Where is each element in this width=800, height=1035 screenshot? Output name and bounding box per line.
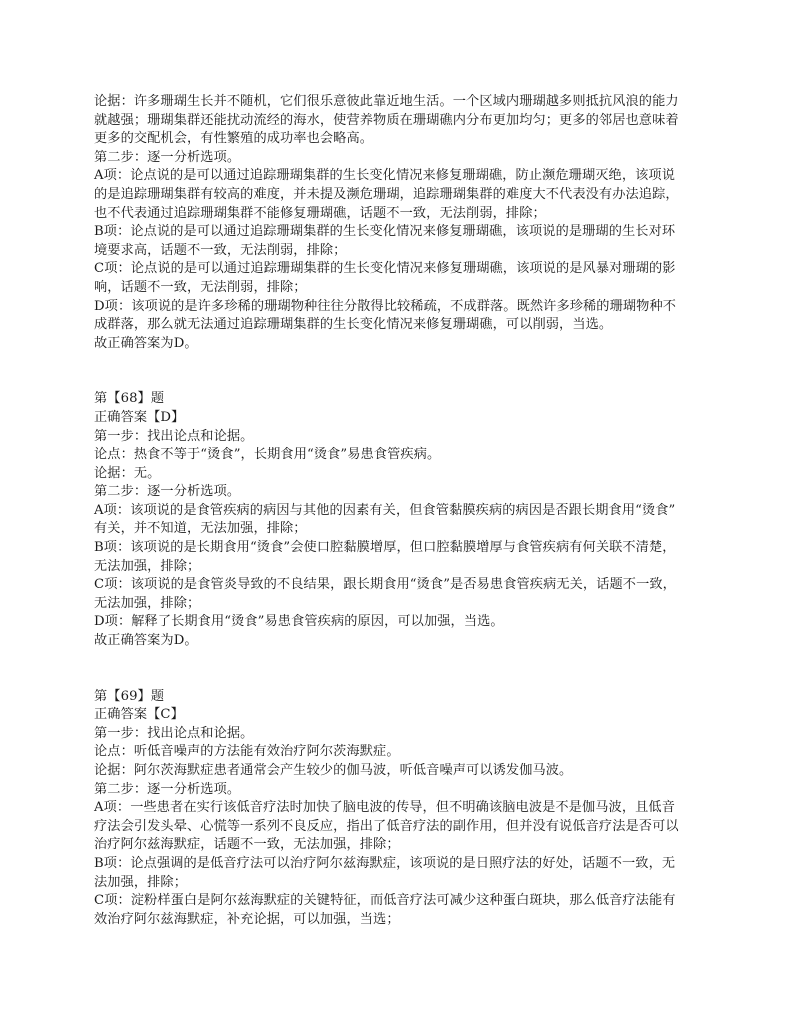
text-line: B项：该项说的是长期食用“烫食”会使口腔黏膜增厚，但口腔黏膜增厚与食管疾病有何关联不清楚， xyxy=(94,540,676,556)
text-line: 也不代表通过追踪珊瑚集群不能修复珊瑚礁，话题不一致，无法削弱，排除； xyxy=(94,205,546,221)
answer-explanation-67 xyxy=(94,93,734,353)
section-gap xyxy=(94,353,734,390)
text-line: 论据：无。 xyxy=(94,465,161,481)
text-line: 响，话题不一致，无法削弱，排除； xyxy=(94,279,307,295)
answer-explanation-69 xyxy=(94,688,734,930)
document-page xyxy=(94,93,734,929)
text-line: 境要求高，话题不一致，无法削弱，排除； xyxy=(94,242,347,258)
text-line: A项：该项说的是食管疾病的病因与其他的因素有关，但食管黏膜疾病的病因是否跟长期食用“烫食” xyxy=(94,502,676,518)
text-line: A项：一些患者在实行该低音疗法时加快了脑电波的传导，但不明确该脑电波是不是伽马波，且低音 xyxy=(94,800,675,816)
correct-answer: 正确答案【D】 xyxy=(94,409,185,425)
text-line: C项：该项说的是食管炎导致的不良结果，跟长期食用“烫食”是否易患食管疾病无关，话题不一致， xyxy=(94,577,676,593)
question-number: 第【69】题 xyxy=(94,688,165,704)
text-line: 第一步：找出论点和论据。 xyxy=(94,725,254,741)
text-line: B项：论点强调的是低音疗法可以治疗阿尔兹海默症，该项说的是日照疗法的好处，话题不一致，无 xyxy=(94,855,676,871)
question-number: 第【68】题 xyxy=(94,391,165,407)
text-line: 第二步：逐一分析选项。 xyxy=(94,149,241,165)
section-gap xyxy=(94,651,734,688)
text-line: 更多的交配机会，有性繁殖的成功率也会略高。 xyxy=(94,131,374,147)
text-line: A项：论点说的是可以通过追踪珊瑚集群的生长变化情况来修复珊瑚礁，防止濒危珊瑚灭绝，该项说 xyxy=(94,168,675,184)
text-line: C项：淀粉样蛋白是阿尔兹海默症的关键特征，而低音疗法可减少这种蛋白斑块，那么低音疗法能有 xyxy=(94,893,676,909)
text-line: D项：该项说的是许多珍稀的珊瑚物种往往分散得比较稀疏，不成群落。既然许多珍稀的珊瑚物种不 xyxy=(94,298,677,314)
text-line: 故正确答案为D。 xyxy=(94,335,198,351)
text-line: B项：论点说的是可以通过追踪珊瑚集群的生长变化情况来修复珊瑚礁，该项说的是珊瑚的生长对环 xyxy=(94,224,676,240)
text-line: 故正确答案为D。 xyxy=(94,633,198,649)
text-line: 的是追踪珊瑚集群有较高的难度，并未提及濒危珊瑚，追踪珊瑚集群的难度大不代表没有办法追踪， xyxy=(94,186,679,202)
text-line: 疗法会引发头晕、心慌等一系列不良反应，指出了低音疗法的副作用，但并没有说低音疗法是否可以 xyxy=(94,818,679,834)
text-line: 就越强；珊瑚集群还能扰动流经的海水，使营养物质在珊瑚礁内分布更加均匀；更多的邻居也意味着 xyxy=(94,112,679,128)
text-line: 论点：听低音噪声的方法能有效治疗阿尔茨海默症。 xyxy=(94,744,400,760)
answer-explanation-68 xyxy=(94,390,734,650)
text-line: 治疗阿尔兹海默症，话题不一致，无法加强，排除； xyxy=(94,837,400,853)
text-line: 有关，并不知道，无法加强，排除； xyxy=(94,521,307,537)
text-line: 无法加强，排除； xyxy=(94,595,201,611)
text-line: 第一步：找出论点和论据。 xyxy=(94,428,254,444)
text-line: 成群落，那么就无法通过追踪珊瑚集群的生长变化情况来修复珊瑚礁，可以削弱，当选。 xyxy=(94,317,613,333)
text-line: 第二步：逐一分析选项。 xyxy=(94,781,241,797)
text-line: D项：解释了长期食用“烫食”易患食管疾病的原因，可以加强，当选。 xyxy=(94,614,504,630)
text-line: C项：论点说的是可以通过追踪珊瑚集群的生长变化情况来修复珊瑚礁，该项说的是风暴对珊瑚的影 xyxy=(94,261,676,277)
text-line: 论点：热食不等于“烫食”，长期食用“烫食”易患食管疾病。 xyxy=(94,447,441,463)
text-line: 效治疗阿尔兹海默症，补充论据，可以加强，当选； xyxy=(94,911,400,927)
text-line: 法加强，排除； xyxy=(94,874,188,890)
text-line: 无法加强，排除； xyxy=(94,558,201,574)
text-line: 第二步：逐一分析选项。 xyxy=(94,484,241,500)
text-line: 论据：许多珊瑚生长并不随机，它们很乐意彼此靠近地生活。一个区域内珊瑚越多则抵抗风浪的能力 xyxy=(94,94,679,109)
text-line: 论据：阿尔茨海默症患者通常会产生较少的伽马波，听低音噪声可以诱发伽马波。 xyxy=(94,763,573,778)
correct-answer: 正确答案【C】 xyxy=(94,707,184,723)
